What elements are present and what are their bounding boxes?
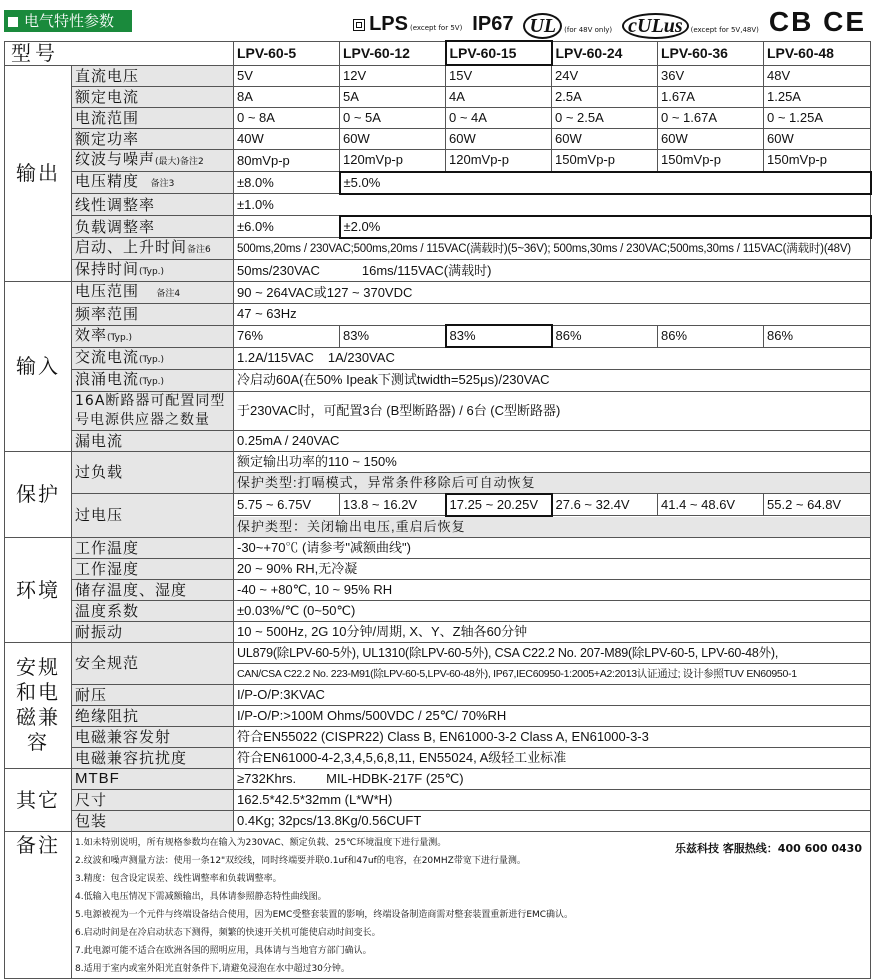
notes-category: 备注 [5, 831, 72, 978]
rated-current-value: 2.5A [552, 87, 658, 108]
current-range-row [5, 108, 871, 129]
load-regulation-row [5, 216, 871, 238]
current-range-value: 0 ~ 8A [234, 108, 340, 129]
dimension-label: 尺寸 [72, 789, 234, 810]
input-voltage-row [5, 282, 871, 304]
ac-current-label: 交流电流(Typ.) [72, 347, 234, 369]
ul-mark: UL (for 48V only) [523, 16, 612, 36]
current-range-value: 0 ~ 2.5A [552, 108, 658, 129]
freq-range-row [5, 304, 871, 326]
note-item: 4.低输入电压情况下需减额输出，具体请参照静态特性曲线图。 [75, 891, 327, 902]
storage-value: -40 ~ +80℃, 10 ~ 95% RH [234, 579, 871, 600]
storage-row [5, 579, 871, 600]
load-regulation-value: ±6.0% [234, 216, 340, 238]
rated-current-row [5, 87, 871, 108]
rated-power-value: 40W [234, 129, 340, 150]
overload-value: 额定输出功率的110 ~ 150% [234, 451, 871, 472]
working-temp-row [5, 537, 871, 558]
temp-coeff-row [5, 600, 871, 621]
ac-current-value: 1.2A/115VAC 1A/230VAC [234, 347, 871, 369]
withstand-row [5, 684, 871, 705]
model-name: LPV-60-36 [658, 41, 764, 65]
note-item: 7.此电源可能不适合在欧洲各国的照明应用，具体请与当地官方部门确认。 [75, 945, 372, 956]
safety-label: 安全规范 [72, 642, 234, 684]
leakage-label: 漏电流 [72, 430, 234, 451]
working-humidity-row [5, 558, 871, 579]
rated-current-value: 4A [446, 87, 552, 108]
mtbf-label: MTBF [72, 768, 234, 789]
mtbf-row [5, 768, 871, 789]
ripple-value: 80mVp-p [234, 150, 340, 172]
protection-category: 保护 [5, 451, 72, 537]
dc-voltage-value: 48V [764, 65, 871, 87]
working-humidity-value: 20 ~ 90% RH,无冷凝 [234, 558, 871, 579]
hold-up-row [5, 260, 871, 282]
overvoltage-value: 5.75 ~ 6.75V [234, 494, 340, 516]
model-name: LPV-60-24 [552, 41, 658, 65]
model-label: 型号 [5, 41, 234, 65]
isolation-value: I/P-O/P:>100M Ohms/500VDC / 25℃/ 70%RH [234, 705, 871, 726]
ripple-note: (最大)备注2 [155, 157, 204, 167]
model-name: LPV-60-48 [764, 41, 871, 65]
emc-immunity-value: 符合EN61000-4-2,3,4,5,6,8,11, EN55024, A级轻工业标准 [234, 747, 871, 768]
temp-coeff-label: 温度系数 [72, 600, 234, 621]
ac-current-row [5, 347, 871, 369]
current-range-label: 电流范围 [72, 108, 234, 129]
section-title-badge [4, 10, 132, 32]
emc-immunity-label: 电磁兼容抗扰度 [72, 747, 234, 768]
cb-ce-mark: CB CE [768, 6, 866, 37]
efficiency-note: (Typ.) [107, 332, 133, 343]
environment-category: 环境 [5, 537, 72, 642]
emc-emission-label: 电磁兼容发射 [72, 726, 234, 747]
ac-current-note: (Typ.) [139, 354, 165, 365]
rated-power-value: 60W [764, 129, 871, 150]
ip67-mark: IP67 [472, 13, 514, 35]
note-item: 6.启动时间是在冷启动状态下测得，频繁的快速开关机可能使启动时间变长。 [75, 927, 381, 938]
line-regulation-label: 线性调整率 [72, 194, 234, 216]
ripple-value: 150mVp-p [764, 150, 871, 172]
rated-current-label: 额定电流 [72, 87, 234, 108]
note-item: 2.纹波和噪声测量方法：使用一条12"双绞线，同时终端要并联0.1uf和47uf的电容，在20MHZ带宽下进行量测。 [75, 855, 526, 866]
service-hotline: 乐兹科技 客服热线：400 600 0430 [674, 841, 862, 855]
rated-current-value: 1.67A [658, 87, 764, 108]
emc-emission-row [5, 726, 871, 747]
overvoltage-value: 17.25 ~ 20.25V [446, 494, 552, 516]
efficiency-value: 76% [234, 325, 340, 347]
rated-power-label: 额定功率 [72, 129, 234, 150]
current-range-value: 0 ~ 4A [446, 108, 552, 129]
ripple-value: 120mVp-p [340, 150, 446, 172]
withstand-value: I/P-O/P:3KVAC [234, 684, 871, 705]
safety-row [5, 642, 871, 663]
inrush-label: 浪涌电流(Typ.) [72, 369, 234, 391]
overvoltage-value: 55.2 ~ 64.8V [764, 494, 871, 516]
working-temp-label: 工作温度 [72, 537, 234, 558]
square-icon [8, 17, 18, 27]
overvoltage-value: 13.8 ~ 16.2V [340, 494, 446, 516]
load-regulation-label: 负载调整率 [72, 216, 234, 238]
model-name: LPV-60-12 [340, 41, 446, 65]
vibration-value: 10 ~ 500Hz, 2G 10分钟/周期, X、Y、Z轴各60分钟 [234, 621, 871, 642]
line-regulation-row [5, 194, 871, 216]
ripple-value: 120mVp-p [446, 150, 552, 172]
dc-voltage-value: 5V [234, 65, 340, 87]
inrush-row [5, 369, 871, 391]
notes-content [72, 831, 871, 978]
rated-power-value: 60W [340, 129, 446, 150]
efficiency-row [5, 325, 871, 347]
hold-up-value: 50ms/230VAC 16ms/115VAC(满载时) [234, 260, 871, 282]
efficiency-value: 86% [658, 325, 764, 347]
efficiency-value: 86% [764, 325, 871, 347]
rated-power-value: 60W [658, 129, 764, 150]
leakage-row [5, 430, 871, 451]
overload-label: 过负载 [72, 451, 234, 494]
overvoltage-value: 27.6 ~ 32.4V [552, 494, 658, 516]
dc-voltage-value: 36V [658, 65, 764, 87]
dimension-row [5, 789, 871, 810]
efficiency-label: 效率(Typ.) [72, 325, 234, 347]
packing-row [5, 810, 871, 831]
line-regulation-value: ±1.0% [234, 194, 871, 216]
overvoltage-label: 过电压 [72, 494, 234, 538]
rated-current-value: 8A [234, 87, 340, 108]
leakage-value: 0.25mA / 240VAC [234, 430, 871, 451]
dc-voltage-value: 24V [552, 65, 658, 87]
dc-voltage-value: 15V [446, 65, 552, 87]
dimension-value: 162.5*42.5*32mm (L*W*H) [234, 789, 871, 810]
output-category: 输出 [5, 65, 72, 282]
hold-up-note: (Typ.) [139, 267, 165, 277]
note-item: 3.精度：包含设定误差、线性调整率和负载调整率。 [75, 873, 282, 884]
dc-voltage-value: 12V [340, 65, 446, 87]
cul-mark: cULus (except for 5V,48V) [622, 16, 759, 36]
model-name: LPV-60-5 [234, 41, 340, 65]
safety-value-1: UL879(除LPV-60-5外), UL1310(除LPV-60-5外), CSA C22.2 No. 207-M89(除LPV-60-5, LPV-60-48外), [234, 642, 871, 663]
input-category: 输入 [5, 282, 72, 452]
packing-label: 包装 [72, 810, 234, 831]
safety-value-2: CAN/CSA C22.2 No. 223-M91(除LPV-60-5,LPV-60-48外), IP67,IEC60950-1:2005+A2:2013认证通过; 设计参照TUV EN60950-1 [234, 663, 871, 684]
working-humidity-label: 工作湿度 [72, 558, 234, 579]
overload-type: 保护类型:打嗝模式，异常条件移除后可自动恢复 [234, 472, 871, 494]
vibration-row [5, 621, 871, 642]
temp-coeff-value: ±0.03%/℃ (0~50℃) [234, 600, 871, 621]
freq-range-value: 47 ~ 63Hz [234, 304, 871, 326]
emc-immunity-row [5, 747, 871, 768]
freq-range-label: 频率范围 [72, 304, 234, 326]
overvoltage-value: 41.4 ~ 48.6V [658, 494, 764, 516]
voltage-tolerance-value: ±5.0% [340, 172, 871, 194]
inrush-value: 冷启动60A(在50% Ipeak下测试twidth=525μs)/230VAC [234, 369, 871, 391]
safety-emc-category: 安规和电磁兼容 [5, 642, 72, 768]
certification-logos [353, 6, 866, 36]
note-item: 1.如未特别说明，所有规格参数均在输入为230VAC、额定负载、25℃环境温度下进行量测。 [75, 837, 447, 848]
working-temp-value: -30~+70℃ (请参考"减额曲线") [234, 537, 871, 558]
notes-row [5, 831, 871, 978]
input-voltage-note: 备注4 [156, 289, 181, 299]
vibration-label: 耐振动 [72, 621, 234, 642]
storage-label: 储存温度、湿度 [72, 579, 234, 600]
voltage-tolerance-row [5, 172, 871, 194]
input-voltage-value: 90 ~ 264VAC或127 ~ 370VDC [234, 282, 871, 304]
model-name: LPV-60-15 [446, 41, 552, 65]
ripple-row [5, 150, 871, 172]
overvoltage-type: 保护类型：关闭输出电压,重启后恢复 [234, 516, 871, 538]
current-range-value: 0 ~ 5A [340, 108, 446, 129]
setup-rise-row [5, 238, 871, 260]
setup-rise-note: 备注6 [187, 245, 211, 255]
overload-row [5, 451, 871, 472]
lps-mark: LPS (except for 5V) [353, 13, 462, 36]
efficiency-value: 83% [340, 325, 446, 347]
withstand-label: 耐压 [72, 684, 234, 705]
rated-power-row [5, 129, 871, 150]
ripple-label: 纹波与噪声(最大)备注2 [72, 150, 234, 172]
ripple-value: 150mVp-p [552, 150, 658, 172]
rated-power-value: 60W [552, 129, 658, 150]
current-range-value: 0 ~ 1.25A [764, 108, 871, 129]
dc-voltage-label: 直流电压 [72, 65, 234, 87]
voltage-tolerance-note: 备注3 [150, 179, 175, 189]
breaker-label: 16A断路器可配置同型号电源供应器之数量 [72, 391, 234, 430]
double-insulation-icon [353, 19, 365, 31]
input-voltage-label: 电压范围 备注4 [72, 282, 234, 304]
setup-rise-label: 启动、上升时间备注6 [72, 238, 234, 260]
efficiency-value: 83% [446, 325, 552, 347]
load-regulation-value: ±2.0% [340, 216, 871, 238]
inrush-note: (Typ.) [139, 376, 165, 387]
overvoltage-row [5, 494, 871, 516]
spec-table [4, 40, 872, 979]
note-item: 5.电源被视为一个元件与终端设备结合使用，因为EMC受整套装置的影响，终端设备制造商需对整套装置重新进行EMC确认。 [75, 909, 574, 920]
efficiency-value: 86% [552, 325, 658, 347]
isolation-label: 绝缘阻抗 [72, 705, 234, 726]
section-title: 电气特性参数 [24, 12, 115, 30]
setup-rise-value: 500ms,20ms / 230VAC;500ms,20ms / 115VAC(满载时)(5~36V); 500ms,30ms / 230VAC;500ms,30ms / 115VAC(满载时)(48V) [234, 238, 871, 260]
breaker-value: 于230VAC时，可配置3台 (B型断路器) / 6台 (C型断路器) [234, 391, 871, 430]
rated-power-value: 60W [446, 129, 552, 150]
model-row [5, 41, 871, 65]
rated-current-value: 1.25A [764, 87, 871, 108]
note-item: 8.适用于室内或室外阳光直射条件下,请避免浸泡在水中超过30分钟。 [75, 963, 350, 974]
packing-value: 0.4Kg; 32pcs/13.8Kg/0.56CUFT [234, 810, 871, 831]
ripple-value: 150mVp-p [658, 150, 764, 172]
others-category: 其它 [5, 768, 72, 831]
current-range-value: 0 ~ 1.67A [658, 108, 764, 129]
emc-emission-value: 符合EN55022 (CISPR22) Class B, EN61000-3-2 Class A, EN61000-3-3 [234, 726, 871, 747]
voltage-tolerance-value: ±8.0% [234, 172, 340, 194]
hold-up-label: 保持时间(Typ.) [72, 260, 234, 282]
mtbf-value: ≥732Khrs. MIL-HDBK-217F (25℃) [234, 768, 871, 789]
voltage-tolerance-label: 电压精度 备注3 [72, 172, 234, 194]
rated-current-value: 5A [340, 87, 446, 108]
isolation-row [5, 705, 871, 726]
dc-voltage-row [5, 65, 871, 87]
